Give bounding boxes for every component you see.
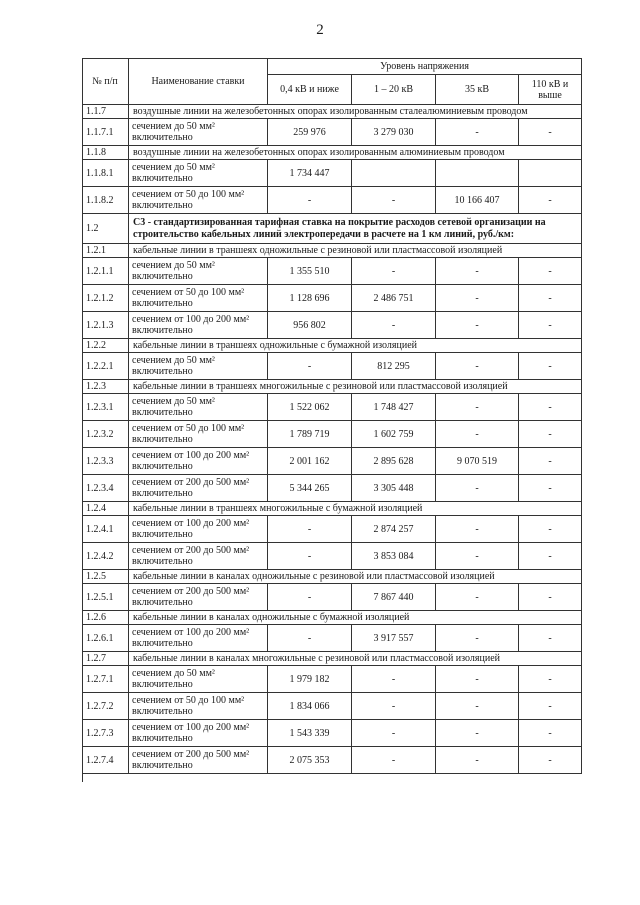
- rate-value: -: [436, 394, 519, 421]
- group-heading: воздушные линии на железобетонных опорах изолированным алюминиевым проводом: [129, 146, 582, 160]
- rate-value: -: [436, 475, 519, 502]
- row-number: 1.2.1.3: [82, 312, 129, 339]
- rate-value: 1 128 696: [268, 285, 352, 312]
- header-voltage-level: Уровень напряжения: [268, 58, 582, 75]
- rate-value: -: [436, 747, 519, 774]
- rate-value: -: [352, 312, 436, 339]
- section-heading: С3 - стандартизированная тарифная ставка на покрытие расходов сетевой организации на строительство кабельных линий электропередачи в расчете на 1 км линий, руб./км:: [129, 214, 582, 244]
- rate-name: сечением от 100 до 200 мм² включительно: [129, 448, 268, 475]
- rate-value: 1 789 719: [268, 421, 352, 448]
- row-number: 1.2.4: [82, 502, 129, 516]
- rate-value: -: [519, 187, 582, 214]
- rate-value: -: [436, 693, 519, 720]
- rate-value: 259 976: [268, 119, 352, 146]
- rate-value: 2 486 751: [352, 285, 436, 312]
- row-number: 1.2.3.1: [82, 394, 129, 421]
- rate-value: -: [519, 625, 582, 652]
- rate-value: -: [436, 119, 519, 146]
- rate-value: 1 602 759: [352, 421, 436, 448]
- rate-value: -: [268, 543, 352, 570]
- group-heading: кабельные линии в каналах многожильные с резиновой или пластмассовой изоляцией: [129, 652, 582, 666]
- rate-name: сечением от 100 до 200 мм² включительно: [129, 516, 268, 543]
- row-number: 1.2.7.1: [82, 666, 129, 693]
- header-level-1-20kv: 1 – 20 кВ: [352, 75, 436, 105]
- rate-name: сечением от 100 до 200 мм² включительно: [129, 312, 268, 339]
- rate-name: сечением от 50 до 100 мм² включительно: [129, 421, 268, 448]
- group-heading: кабельные линии в каналах одножильные с резиновой или пластмассовой изоляцией: [129, 570, 582, 584]
- rate-value: 2 895 628: [352, 448, 436, 475]
- group-heading: кабельные линии в траншеях многожильные с резиновой или пластмассовой изоляцией: [129, 380, 582, 394]
- rate-name: сечением от 100 до 200 мм² включительно: [129, 720, 268, 747]
- rate-value: -: [436, 258, 519, 285]
- rate-value: -: [436, 543, 519, 570]
- rate-name: сечением до 50 мм² включительно: [129, 666, 268, 693]
- row-number: 1.2.7.3: [82, 720, 129, 747]
- rate-value: 1 355 510: [268, 258, 352, 285]
- rate-value: [352, 160, 436, 187]
- rate-value: -: [436, 353, 519, 380]
- rate-value: -: [268, 625, 352, 652]
- rate-value: 10 166 407: [436, 187, 519, 214]
- rate-value: 5 344 265: [268, 475, 352, 502]
- rate-value: 3 853 084: [352, 543, 436, 570]
- row-number: 1.2: [82, 214, 129, 244]
- rate-value: -: [519, 693, 582, 720]
- rate-value: -: [519, 747, 582, 774]
- rate-name: сечением от 200 до 500 мм² включительно: [129, 475, 268, 502]
- row-number: 1.2.3.4: [82, 475, 129, 502]
- rate-name: сечением от 100 до 200 мм² включительно: [129, 625, 268, 652]
- rate-name: сечением от 50 до 100 мм² включительно: [129, 285, 268, 312]
- group-heading: кабельные линии в каналах одножильные с бумажной изоляцией: [129, 611, 582, 625]
- rate-value: -: [519, 353, 582, 380]
- rate-value: -: [352, 258, 436, 285]
- rate-name: сечением до 50 мм² включительно: [129, 258, 268, 285]
- group-heading: воздушные линии на железобетонных опорах изолированным сталеалюминиевым проводом: [129, 105, 582, 119]
- row-number: 1.2.7: [82, 652, 129, 666]
- row-number: 1.2.5.1: [82, 584, 129, 611]
- rate-value: -: [519, 666, 582, 693]
- row-number: 1.2.7.2: [82, 693, 129, 720]
- rate-value: -: [268, 353, 352, 380]
- row-number: 1.2.3.2: [82, 421, 129, 448]
- row-number: 1.1.8.1: [82, 160, 129, 187]
- rate-value: 1 522 062: [268, 394, 352, 421]
- rate-value: 1 979 182: [268, 666, 352, 693]
- group-heading: кабельные линии в траншеях одножильные с резиновой или пластмассовой изоляцией: [129, 244, 582, 258]
- rate-value: [436, 160, 519, 187]
- rate-name: сечением до 50 мм² включительно: [129, 394, 268, 421]
- row-number: 1.1.7: [82, 105, 129, 119]
- rate-name: сечением от 50 до 100 мм² включительно: [129, 187, 268, 214]
- rate-value: -: [519, 421, 582, 448]
- header-name: Наименование ставки: [129, 58, 268, 105]
- rate-value: [519, 160, 582, 187]
- rate-value: -: [519, 516, 582, 543]
- page-number: 2: [316, 22, 324, 38]
- rate-name: сечением от 200 до 500 мм² включительно: [129, 543, 268, 570]
- rate-value: -: [519, 448, 582, 475]
- rate-value: 2 874 257: [352, 516, 436, 543]
- rate-name: сечением от 200 до 500 мм² включительно: [129, 747, 268, 774]
- rate-value: 9 070 519: [436, 448, 519, 475]
- rate-value: 1 748 427: [352, 394, 436, 421]
- rate-value: -: [268, 516, 352, 543]
- rate-value: -: [352, 693, 436, 720]
- rate-value: -: [268, 584, 352, 611]
- rate-name: сечением до 50 мм² включительно: [129, 119, 268, 146]
- rate-value: -: [436, 285, 519, 312]
- group-heading: кабельные линии в траншеях многожильные с бумажной изоляцией: [129, 502, 582, 516]
- rate-value: -: [436, 421, 519, 448]
- row-number: 1.1.7.1: [82, 119, 129, 146]
- row-number: 1.2.6.1: [82, 625, 129, 652]
- rate-value: -: [352, 720, 436, 747]
- rate-value: 3 279 030: [352, 119, 436, 146]
- row-number: 1.2.5: [82, 570, 129, 584]
- header-level-0-4kv: 0,4 кВ и ниже: [268, 75, 352, 105]
- rate-value: -: [436, 720, 519, 747]
- rate-value: 7 867 440: [352, 584, 436, 611]
- rate-value: 2 075 353: [268, 747, 352, 774]
- rate-value: -: [519, 475, 582, 502]
- header-level-35kv: 35 кВ: [436, 75, 519, 105]
- row-number: 1.2.3: [82, 380, 129, 394]
- row-number: 1.2.6: [82, 611, 129, 625]
- rate-name: сечением от 200 до 500 мм² включительно: [129, 584, 268, 611]
- row-number: 1.2.3.3: [82, 448, 129, 475]
- group-heading: кабельные линии в траншеях одножильные с бумажной изоляцией: [129, 339, 582, 353]
- rate-value: -: [436, 312, 519, 339]
- rate-value: -: [519, 720, 582, 747]
- rate-value: -: [268, 187, 352, 214]
- rate-value: -: [519, 543, 582, 570]
- row-number: 1.2.1.1: [82, 258, 129, 285]
- rate-value: -: [436, 584, 519, 611]
- rate-name: сечением до 50 мм² включительно: [129, 353, 268, 380]
- rate-value: -: [436, 625, 519, 652]
- rate-value: -: [519, 285, 582, 312]
- rate-value: -: [352, 747, 436, 774]
- header-level-110kv: 110 кВ и выше: [519, 75, 582, 105]
- row-number: 1.2.7.4: [82, 747, 129, 774]
- row-number: 1.2.2: [82, 339, 129, 353]
- rate-value: -: [519, 119, 582, 146]
- row-number: 1.2.1: [82, 244, 129, 258]
- row-number: 1.2.4.2: [82, 543, 129, 570]
- rate-value: -: [519, 394, 582, 421]
- rate-value: 812 295: [352, 353, 436, 380]
- tariff-table: [82, 58, 582, 782]
- row-number: 1.2.1.2: [82, 285, 129, 312]
- rate-value: 1 834 066: [268, 693, 352, 720]
- rate-value: 1 543 339: [268, 720, 352, 747]
- row-number: 1.1.8.2: [82, 187, 129, 214]
- rate-value: -: [519, 258, 582, 285]
- row-number: 1.1.8: [82, 146, 129, 160]
- rate-value: 2 001 162: [268, 448, 352, 475]
- rate-value: 3 305 448: [352, 475, 436, 502]
- rate-value: 1 734 447: [268, 160, 352, 187]
- rate-value: -: [436, 666, 519, 693]
- rate-value: -: [352, 666, 436, 693]
- row-number: 1.2.2.1: [82, 353, 129, 380]
- rate-name: сечением до 50 мм² включительно: [129, 160, 268, 187]
- rate-value: -: [519, 584, 582, 611]
- rate-value: -: [352, 187, 436, 214]
- header-num: № п/п: [82, 58, 129, 105]
- rate-value: -: [436, 516, 519, 543]
- rate-value: 3 917 557: [352, 625, 436, 652]
- rate-value: -: [519, 312, 582, 339]
- rate-value: 956 802: [268, 312, 352, 339]
- row-number: 1.2.4.1: [82, 516, 129, 543]
- rate-name: сечением от 50 до 100 мм² включительно: [129, 693, 268, 720]
